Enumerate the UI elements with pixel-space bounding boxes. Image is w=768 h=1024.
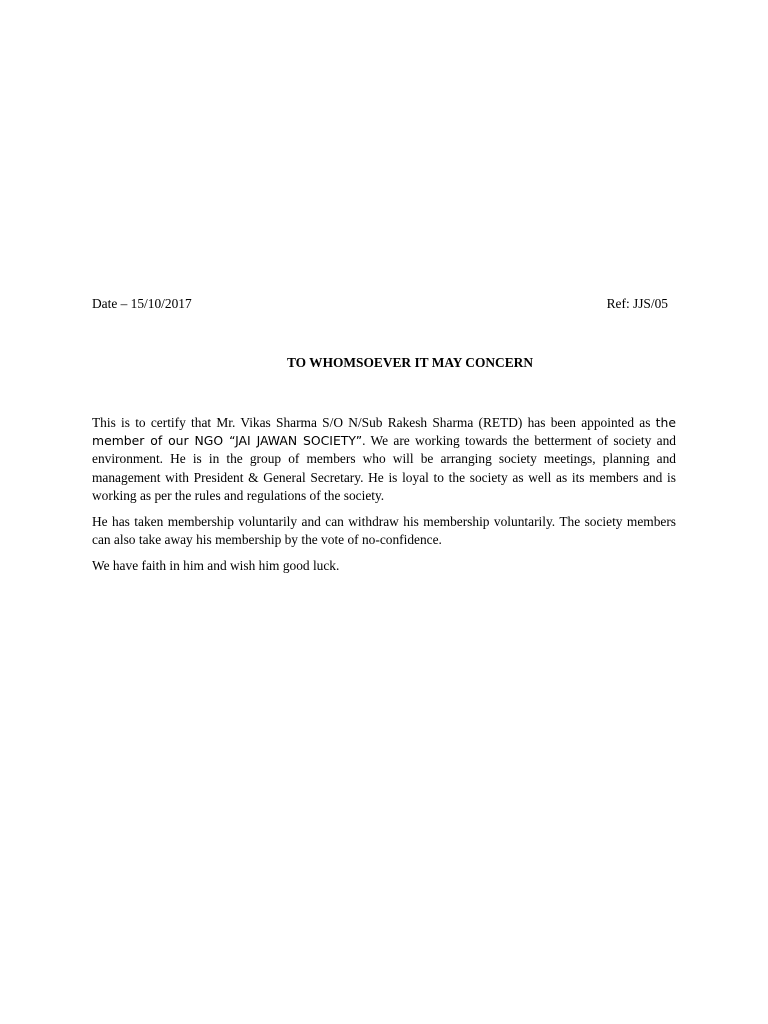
reference-number: Ref: JJS/05 — [606, 296, 668, 311]
paragraph-closing: We have faith in him and wish him good luck. — [92, 558, 340, 574]
paragraph-certification-part1: This is to certify that Mr. Vikas Sharma S/O N/Sub Rakesh Sharma (RETD) has been appointed as — [92, 415, 656, 430]
paragraph-certification-part3: . We are working towards the betterment of society and environment. He is in the group of members who will be arranging society meetings, planning and management with President & General Secretary. He is loyal to the society as well as its members and is working as per the rules and regulations of the society. — [92, 433, 676, 503]
letter-body — [92, 414, 676, 584]
paragraph-certification — [92, 414, 676, 505]
letter-date: Date – 15/10/2017 — [92, 296, 192, 311]
paragraph-membership: He has taken membership voluntarily and can withdraw his membership voluntarily. The society members can also take away his membership by the vote of no-confidence. — [92, 514, 676, 548]
letter-heading: TO WHOMSOEVER IT MAY CONCERN — [286, 355, 534, 370]
ngo-name-phrase: the member of our NGO “JAI JAWAN SOCIETY” — [92, 415, 676, 449]
date-ref-line — [92, 296, 668, 316]
